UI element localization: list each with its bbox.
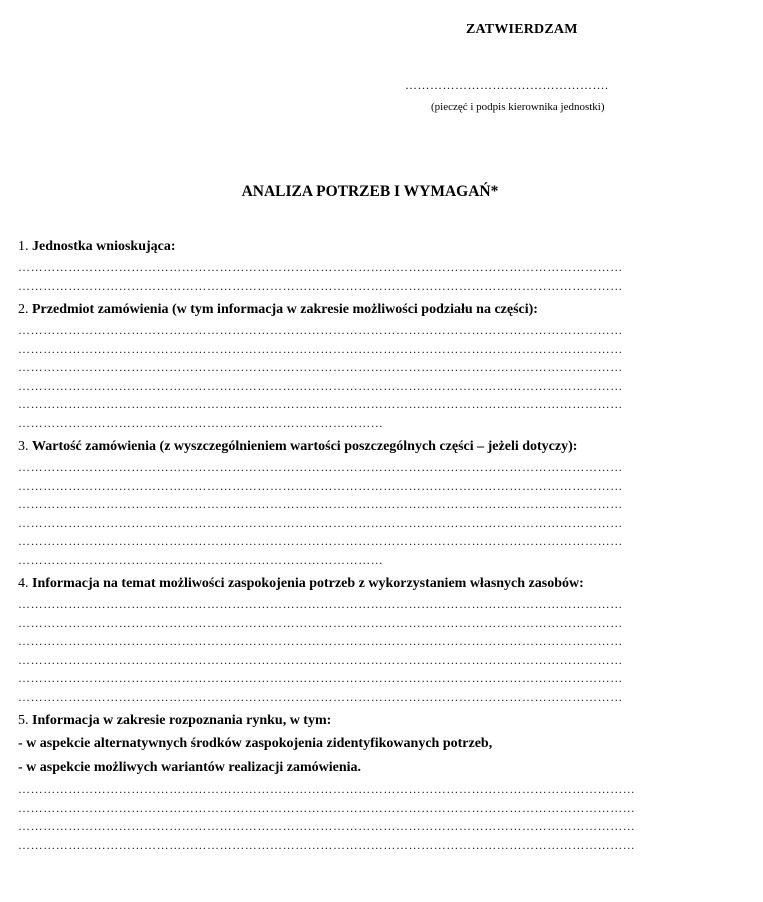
fill-in-line[interactable]: ………………………………………………………………………………………………………………………………… <box>18 837 636 852</box>
fill-in-line[interactable]: ……………………………………………………………………………………………………………………………… <box>18 615 623 630</box>
fill-in-line[interactable]: ……………………………………………………………………………………………………………………………… <box>18 671 623 685</box>
section-label: Jednostka wnioskująca: <box>32 239 176 254</box>
fill-in-line[interactable]: ………………………………………………………………………………………………………………………………… <box>18 800 636 815</box>
fill-in-line[interactable]: ……………………………………………………………………………………………………………………………… <box>18 652 623 667</box>
fill-in-line[interactable]: ……………………………………………………………………………………………………………………………… <box>18 278 623 293</box>
fill-in-line[interactable]: ……………………………………………………………………………………………………………………………… <box>18 360 623 374</box>
fill-in-line[interactable]: ……………………………………………………………………………………………………………………………… <box>18 534 623 548</box>
section-label: Przedmiot zamówienia (w tym informacja w zakresie możliwości podziału na części): <box>32 302 538 317</box>
signature-caption: (pieczęć i podpis kierownika jednostki) <box>431 101 605 113</box>
fill-in-line[interactable]: …………………………………………………………………………… <box>18 415 384 430</box>
fill-in-line[interactable]: …………………………………………………………………………… <box>18 552 384 567</box>
section-label: Informacja w zakresie rozpoznania rynku, w tym: <box>32 713 332 728</box>
fill-in-line[interactable]: ……………………………………………………………………………………………………………………………… <box>18 597 623 611</box>
section-number: 1. <box>18 239 29 254</box>
document-title: ANALIZA POTRZEB I WYMAGAŃ* <box>241 183 499 200</box>
fill-in-line[interactable]: ……………………………………………………………………………………………………………………………… <box>18 497 623 511</box>
signature-line: …………………………………………. <box>405 78 609 92</box>
section-heading-1 <box>18 236 730 258</box>
section-number: 5. <box>18 713 29 728</box>
section-label: Wartość zamówienia (z wyszczególnieniem wartości poszczególnych części – jeżeli dotyczy): <box>32 439 578 454</box>
section-heading-4 <box>18 573 730 595</box>
fill-in-line[interactable]: ……………………………………………………………………………………………………………………………… <box>18 478 623 493</box>
fill-in-line[interactable]: ……………………………………………………………………………………………………………………………… <box>18 397 623 411</box>
section-spacer <box>18 854 730 858</box>
fill-in-line[interactable]: ……………………………………………………………………………………………………………………………… <box>18 460 623 474</box>
section-heading-5 <box>18 710 730 732</box>
fill-in-line[interactable]: ……………………………………………………………………………………………………………………………… <box>18 515 623 530</box>
section-label: Informacja na temat możliwości zaspokojenia potrzeb z wykorzystaniem własnych zasobów: <box>32 576 584 591</box>
fill-in-line[interactable]: ……………………………………………………………………………………………………………………………… <box>18 634 623 648</box>
fill-in-line[interactable]: ………………………………………………………………………………………………………………………………… <box>18 782 636 796</box>
section-heading-3 <box>18 436 730 458</box>
form-content <box>18 236 730 858</box>
section-subitem: - w aspekcie możliwych wariantów realizacji zamówienia. <box>18 760 362 775</box>
fill-in-line[interactable]: ……………………………………………………………………………………………………………………………… <box>18 689 623 704</box>
section-heading-2 <box>18 299 730 321</box>
approve-heading: ZATWIERDZAM <box>466 22 578 37</box>
fill-in-line[interactable]: ……………………………………………………………………………………………………………………………… <box>18 323 623 337</box>
section-number: 4. <box>18 576 29 591</box>
section-number: 3. <box>18 439 29 454</box>
section-number: 2. <box>18 302 29 317</box>
section-subitem: - w aspekcie alternatywnych środków zaspokojenia zidentyfikowanych potrzeb, <box>18 736 493 751</box>
fill-in-line[interactable]: ………………………………………………………………………………………………………………………………… <box>18 819 636 833</box>
fill-in-line[interactable]: ……………………………………………………………………………………………………………………………… <box>18 260 623 274</box>
fill-in-line[interactable]: ……………………………………………………………………………………………………………………………… <box>18 378 623 393</box>
fill-in-line[interactable]: ……………………………………………………………………………………………………………………………… <box>18 341 623 356</box>
